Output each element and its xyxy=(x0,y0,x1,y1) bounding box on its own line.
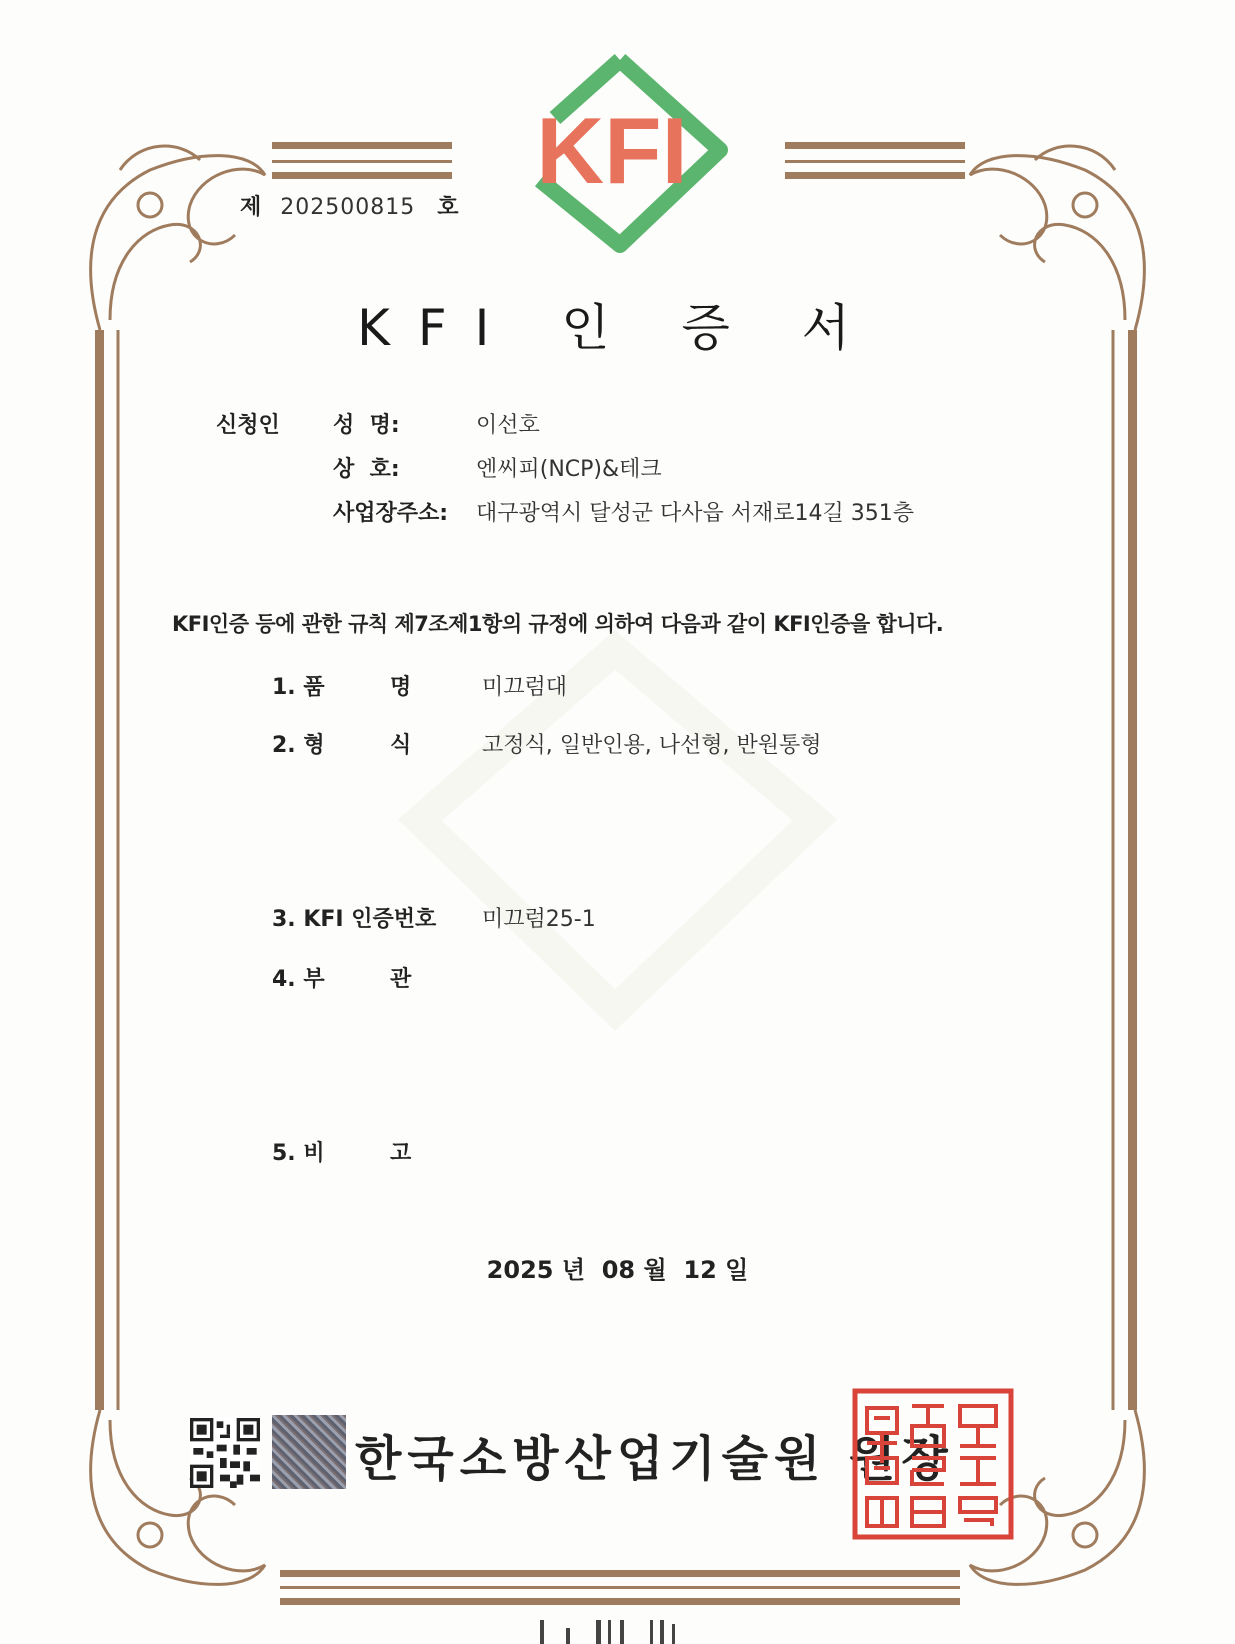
certification-statement: KFI인증 등에 관한 규칙 제7조제1항의 규정에 의하여 다음과 같이 KFI인증을 합니다. xyxy=(172,612,944,636)
item-1-label-b: 명 xyxy=(390,675,412,700)
business-address: 대구광역시 달성군 다사읍 서재로14길 351층 xyxy=(476,501,914,526)
item-3-label-a: 3. KFI 인증번호 xyxy=(272,907,437,932)
item-2-label-a: 2. 형 xyxy=(272,733,325,758)
qr-code-icon xyxy=(190,1418,260,1488)
item-4-label-a: 4. 부 xyxy=(272,967,325,992)
official-seal-icon xyxy=(852,1388,1014,1540)
hologram-sticker-icon xyxy=(272,1415,346,1489)
issue-date: 2025 년 08 월 12 일 xyxy=(486,1256,749,1284)
item-2-label-b: 식 xyxy=(390,733,412,758)
company-label: 상 호: xyxy=(333,457,400,482)
company-name: 엔씨피(NCP)&테크 xyxy=(476,457,662,482)
applicant-name: 이선호 xyxy=(476,413,540,438)
certificate-number xyxy=(240,190,460,221)
item-1-label-a: 1. 품 xyxy=(272,675,325,700)
item-2-value: 고정식, 일반인용, 나선형, 반원통형 xyxy=(482,733,822,758)
kfi-logo xyxy=(536,60,720,245)
item-1-value: 미끄럼대 xyxy=(482,675,568,700)
item-5-label-b: 고 xyxy=(390,1141,412,1166)
cert-number-suffix: 호 xyxy=(437,195,460,220)
applicant-section-label: 신청인 xyxy=(216,413,280,438)
page-title: KFI 인 증 서 xyxy=(357,299,878,357)
name-label: 성 명: xyxy=(333,413,400,438)
item-4-label-b: 관 xyxy=(390,967,412,992)
cert-number-value: 202500815 xyxy=(280,195,416,220)
kfi-watermark xyxy=(420,650,815,1010)
item-3-value: 미끄럼25-1 xyxy=(482,907,596,932)
kfi-logo-text: KFI xyxy=(536,98,688,203)
cert-number-prefix: 제 xyxy=(240,195,263,220)
issuer-name: 한국소방산업기술원 원장 xyxy=(355,1431,954,1487)
item-5-label-a: 5. 비 xyxy=(272,1141,325,1166)
address-label: 사업장주소: xyxy=(333,501,449,526)
